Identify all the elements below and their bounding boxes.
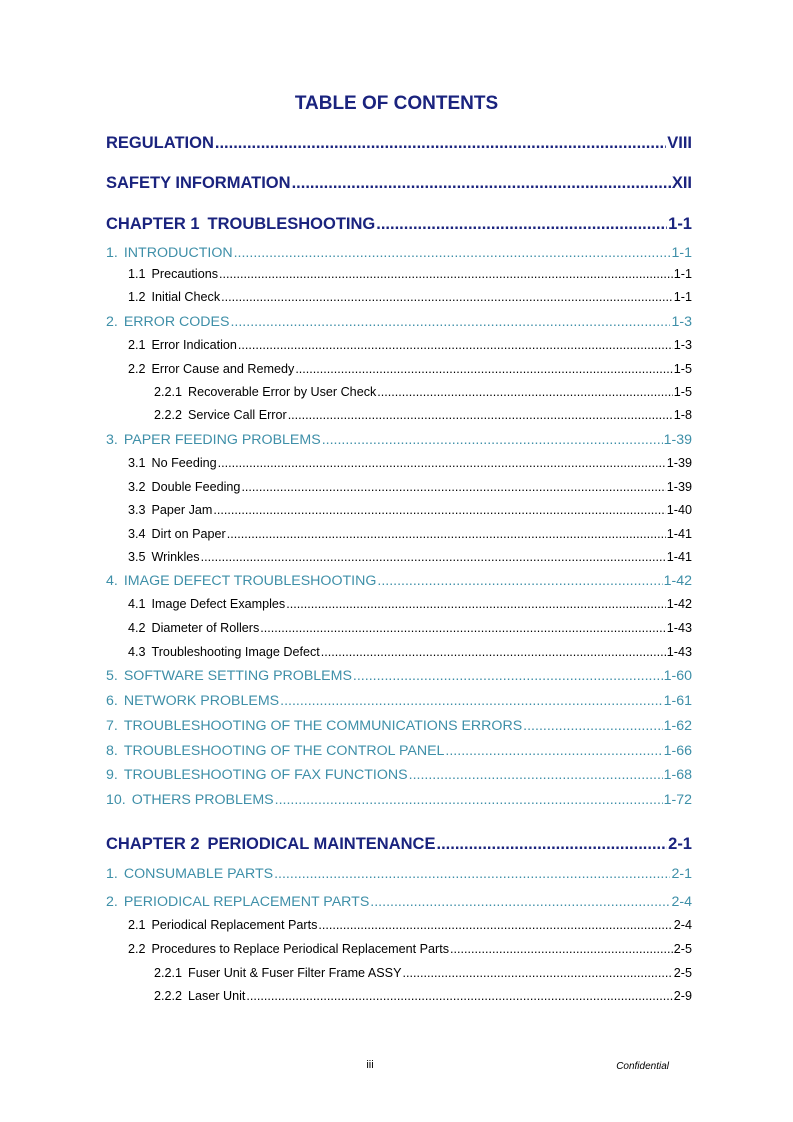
toc-entry-number: 7. xyxy=(106,718,118,734)
toc-entry-page: 1-39 xyxy=(666,480,692,494)
toc-entry-label: Laser Unit xyxy=(188,989,246,1003)
toc-entry-number: 3.5 xyxy=(128,550,146,564)
toc-entry-leader xyxy=(288,408,673,422)
toc-entry-leader xyxy=(377,573,662,589)
toc-entry-page: 1-39 xyxy=(663,432,692,448)
toc-entry-number: 4. xyxy=(106,573,118,589)
toc-entry-page: 2-1 xyxy=(668,835,692,853)
toc-entry[interactable] xyxy=(128,362,692,376)
toc-entry-label: Initial Check xyxy=(151,290,221,304)
toc-entry-number: 2.1 xyxy=(128,918,146,932)
toc-entry-number: 4.1 xyxy=(128,597,146,611)
toc-entry-page: 1-42 xyxy=(663,573,692,589)
toc-entry-label: Troubleshooting Image Defect xyxy=(151,645,320,659)
toc-entry[interactable] xyxy=(106,743,692,759)
toc-entry-leader xyxy=(275,792,663,808)
toc-entry-label: PAPER FEEDING PROBLEMS xyxy=(123,432,321,448)
toc-entry-number: 1.1 xyxy=(128,267,146,281)
toc-entry-number: 3.4 xyxy=(128,527,146,541)
toc-entry[interactable] xyxy=(106,718,692,734)
toc-entry-page: 1-1 xyxy=(668,215,692,233)
toc-entry[interactable] xyxy=(128,338,692,352)
toc-entry[interactable] xyxy=(128,290,692,304)
toc-entry-page: 2-5 xyxy=(673,966,692,980)
toc-entry-leader xyxy=(318,918,672,932)
toc-entry-page: 2-1 xyxy=(671,866,692,882)
toc-entry-leader xyxy=(213,503,665,517)
toc-entry-label: Recoverable Error by User Check xyxy=(188,385,377,399)
toc-entry-leader xyxy=(219,267,673,281)
toc-entry-page: XII xyxy=(671,174,692,192)
toc-entry-label: Fuser Unit & Fuser Filter Frame ASSY xyxy=(188,966,402,980)
toc-entry[interactable] xyxy=(106,432,692,448)
toc-entry-leader xyxy=(280,693,662,709)
page-title: TABLE OF CONTENTS xyxy=(294,93,499,114)
toc-entry-label: Procedures to Replace Periodical Replacement Parts xyxy=(151,942,450,956)
toc-entry-label: TROUBLESHOOTING OF FAX FUNCTIONS xyxy=(123,767,408,783)
toc-entry-leader xyxy=(321,645,666,659)
toc-entry-leader xyxy=(376,215,667,234)
toc-entry[interactable] xyxy=(106,314,692,330)
toc-entry-leader xyxy=(234,245,671,261)
toc-entry-label: PERIODICAL MAINTENANCE xyxy=(207,835,436,853)
toc-entry-label: Service Call Error xyxy=(188,408,287,422)
toc-entry-label: Precautions xyxy=(151,267,219,281)
toc-entry-number: 4.3 xyxy=(128,645,146,659)
toc-entry[interactable] xyxy=(106,174,692,193)
toc-entry-leader xyxy=(218,456,666,470)
toc-entry-number: 2. xyxy=(106,894,118,910)
toc-entry-label: PERIODICAL REPLACEMENT PARTS xyxy=(123,894,370,910)
toc-entry[interactable] xyxy=(128,597,692,611)
toc-entry-number: 1. xyxy=(106,245,118,261)
toc-entry-number: 3. xyxy=(106,432,118,448)
toc-entry-number: CHAPTER 1 xyxy=(106,215,200,233)
toc-entry-leader xyxy=(353,668,663,684)
toc-entry[interactable] xyxy=(154,989,692,1003)
toc-entry-page: 2-4 xyxy=(673,918,692,932)
toc-entry-leader xyxy=(241,480,665,494)
toc-entry-number: 4.2 xyxy=(128,621,146,635)
toc-entry-leader xyxy=(292,174,671,193)
toc-entry-page: 1-62 xyxy=(663,718,692,734)
toc-entry-page: 1-3 xyxy=(671,314,692,330)
toc-entry-page: 1-41 xyxy=(666,527,692,541)
toc-entry-number: 5. xyxy=(106,668,118,684)
toc-entry[interactable] xyxy=(106,668,692,684)
toc-entry-page: 1-43 xyxy=(666,645,692,659)
footer-page-number: iii xyxy=(366,1059,374,1071)
toc-entry-label: Periodical Replacement Parts xyxy=(151,918,318,932)
toc-entry-number: 2.2 xyxy=(128,942,146,956)
toc-entry-page: 1-60 xyxy=(663,668,692,684)
toc-entry-label: INTRODUCTION xyxy=(123,245,233,261)
toc-entry-label: Error Cause and Remedy xyxy=(151,362,295,376)
toc-entry-label: SOFTWARE SETTING PROBLEMS xyxy=(123,668,352,684)
toc-entry-label: Image Defect Examples xyxy=(151,597,286,611)
toc-entry-page: 1-40 xyxy=(666,503,692,517)
toc-entry-leader xyxy=(201,550,666,564)
toc-entry[interactable] xyxy=(106,767,692,783)
toc-entry-page: 1-61 xyxy=(663,693,692,709)
toc-entry-page: 1-39 xyxy=(666,456,692,470)
toc-entry-label: ERROR CODES xyxy=(123,314,230,330)
toc-entry-leader xyxy=(436,835,667,854)
toc-entry-leader xyxy=(286,597,666,611)
toc-entry[interactable] xyxy=(106,894,692,910)
toc-entry-leader xyxy=(215,134,666,153)
toc-entry-label: IMAGE DEFECT TROUBLESHOOTING xyxy=(123,573,377,589)
toc-entry-label: Wrinkles xyxy=(151,550,200,564)
toc-entry-number: 1.2 xyxy=(128,290,146,304)
toc-entry-page: 2-5 xyxy=(673,942,692,956)
toc-entry-number: 1. xyxy=(106,866,118,882)
toc-entry-number: 2.2.1 xyxy=(154,966,183,980)
toc-entry[interactable] xyxy=(106,245,692,261)
toc-entry-number: CHAPTER 2 xyxy=(106,835,200,853)
toc-entry-label: TROUBLESHOOTING OF THE CONTROL PANEL xyxy=(123,743,445,759)
toc-entry[interactable] xyxy=(128,550,692,564)
toc-entry-leader xyxy=(322,432,663,448)
toc-entry-label: SAFETY INFORMATION xyxy=(106,174,291,192)
toc-entry-label: OTHERS PROBLEMS xyxy=(131,792,274,808)
toc-entry-number: 2.1 xyxy=(128,338,146,352)
toc-entry[interactable] xyxy=(106,792,692,808)
toc-entry-label: CONSUMABLE PARTS xyxy=(123,866,274,882)
toc-entry-page: 1-42 xyxy=(666,597,692,611)
toc-entry[interactable] xyxy=(106,573,692,589)
toc-entry-leader xyxy=(238,338,673,352)
toc-entry-leader xyxy=(377,385,673,399)
toc-entry-number: 2.2 xyxy=(128,362,146,376)
toc-entry-page: 2-9 xyxy=(673,989,692,1003)
toc-entry-page: VIII xyxy=(667,134,692,152)
toc-entry-label: NETWORK PROBLEMS xyxy=(123,693,280,709)
toc-entry-number: 3.2 xyxy=(128,480,146,494)
toc-entry-number: 2. xyxy=(106,314,118,330)
toc-entry-leader xyxy=(260,621,665,635)
toc-entry-leader xyxy=(246,989,672,1003)
toc-entry-page: 1-5 xyxy=(673,385,692,399)
footer-confidential: Confidential xyxy=(616,1061,669,1072)
toc-entry-page: 1-1 xyxy=(673,290,692,304)
toc-entry-page: 2-4 xyxy=(671,894,692,910)
toc-entry[interactable] xyxy=(128,503,692,517)
toc-entry[interactable] xyxy=(128,942,692,956)
toc-entry-leader xyxy=(370,894,670,910)
toc-entry[interactable] xyxy=(128,267,692,281)
toc-entry[interactable] xyxy=(128,456,692,470)
toc-entry-number: 9. xyxy=(106,767,118,783)
toc-entry[interactable] xyxy=(106,134,692,153)
toc-entry-page: 1-1 xyxy=(671,245,692,261)
toc-entry[interactable] xyxy=(128,480,692,494)
toc-entry-leader xyxy=(221,290,673,304)
toc-entry-leader xyxy=(523,718,662,734)
toc-entry-label: TROUBLESHOOTING xyxy=(207,215,376,233)
toc-entry-leader xyxy=(445,743,662,759)
toc-entry-leader xyxy=(402,966,672,980)
toc-entry-label: Diameter of Rollers xyxy=(151,621,260,635)
toc-entry-leader xyxy=(227,527,666,541)
toc-entry-leader xyxy=(230,314,670,330)
toc-entry[interactable] xyxy=(128,918,692,932)
toc-entry[interactable] xyxy=(106,835,692,854)
toc-entry-label: Double Feeding xyxy=(151,480,241,494)
toc-entry[interactable] xyxy=(128,527,692,541)
toc-entry-page: 1-1 xyxy=(673,267,692,281)
toc-entry-label: Error Indication xyxy=(151,338,237,352)
toc-entry-number: 10. xyxy=(106,792,126,808)
toc-entry-number: 8. xyxy=(106,743,118,759)
toc-entry-label: Dirt on Paper xyxy=(151,527,226,541)
toc-entry-page: 1-5 xyxy=(673,362,692,376)
toc-entry-label: Paper Jam xyxy=(151,503,213,517)
toc-entry-leader xyxy=(450,942,673,956)
toc-entry-number: 2.2.2 xyxy=(154,408,183,422)
toc-entry-page: 1-66 xyxy=(663,743,692,759)
toc-entry[interactable] xyxy=(154,966,692,980)
toc-entry[interactable] xyxy=(128,645,692,659)
toc-entry-number: 3.1 xyxy=(128,456,146,470)
toc-entry-label: TROUBLESHOOTING OF THE COMMUNICATIONS ERRORS xyxy=(123,718,523,734)
toc-entry-leader xyxy=(409,767,663,783)
toc-entry[interactable] xyxy=(154,408,692,422)
toc-entry-leader xyxy=(295,362,672,376)
toc-entry-number: 2.2.1 xyxy=(154,385,183,399)
toc-entry-page: 1-41 xyxy=(666,550,692,564)
toc-entry[interactable] xyxy=(128,621,692,635)
toc-entry-number: 6. xyxy=(106,693,118,709)
toc-entry-page: 1-43 xyxy=(666,621,692,635)
toc-entry-label: No Feeding xyxy=(151,456,217,470)
toc-entry-page: 1-3 xyxy=(673,338,692,352)
toc-entry-label: REGULATION xyxy=(106,134,214,152)
toc-entry-page: 1-72 xyxy=(663,792,692,808)
toc-entry-number: 3.3 xyxy=(128,503,146,517)
toc-entry-page: 1-68 xyxy=(663,767,692,783)
toc-entry-number: 2.2.2 xyxy=(154,989,183,1003)
toc-entry[interactable] xyxy=(106,866,692,882)
toc-entry[interactable] xyxy=(106,693,692,709)
toc-entry-page: 1-8 xyxy=(673,408,692,422)
toc-entry[interactable] xyxy=(106,215,692,234)
toc-entry-leader xyxy=(274,866,670,882)
toc-entry[interactable] xyxy=(154,385,692,399)
